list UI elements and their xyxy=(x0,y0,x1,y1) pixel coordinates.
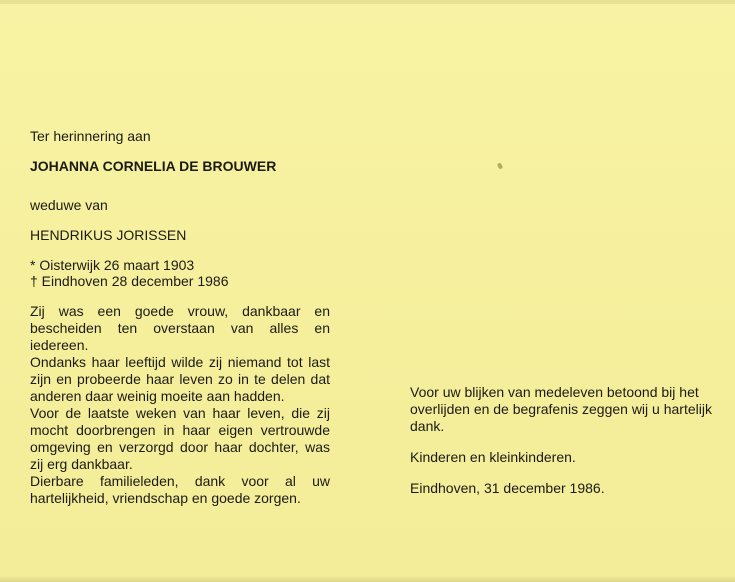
tribute-paragraph: Zij was een goede vrouw, dankbaar en bescheiden ten overstaan van alles en iedereen. xyxy=(30,303,330,353)
card-bottom-edge xyxy=(0,576,735,582)
death-line: † Eindhoven 28 december 1986 xyxy=(30,273,229,289)
left-column xyxy=(30,128,330,507)
birth-line: * Oisterwijk 26 maart 1903 xyxy=(30,257,195,273)
place-date-text: Eindhoven, 31 december 1986. xyxy=(410,480,605,496)
right-column xyxy=(410,384,720,511)
life-dates xyxy=(30,257,330,289)
intro-text: Ter herinnering aan xyxy=(30,128,151,144)
paper-speck xyxy=(497,162,503,169)
tribute-text xyxy=(30,303,330,507)
signature-text: Kinderen en kleinkinderen. xyxy=(410,449,576,465)
husband-name: HENDRIKUS JORISSEN xyxy=(30,227,187,243)
tribute-paragraph: Dierbare familieleden, dank voor al uw hartelijkheid, vriendschap en goede zorgen. xyxy=(30,473,330,506)
tribute-paragraph: Voor de laatste weken van haar leven, die zij mocht doorbrengen in haar eigen vertrouwde omgeving en verzorgd door haar dochter, was zij erg dankbaar. xyxy=(30,405,330,472)
widow-of-text: weduwe van xyxy=(30,197,108,213)
tribute-paragraph: Ondanks haar leeftijd wilde zij niemand tot last zijn en probeerde haar leven zo in te delen dat anderen daar weinig moeite aan hadden. xyxy=(30,354,330,404)
deceased-name: JOHANNA CORNELIA DE BROUWER xyxy=(30,158,277,174)
card-top-edge xyxy=(0,0,735,4)
thanks-text: Voor uw blijken van medeleven betoond bij het overlijden en de begrafenis zeggen wij u hartelijk dank. xyxy=(410,384,712,434)
